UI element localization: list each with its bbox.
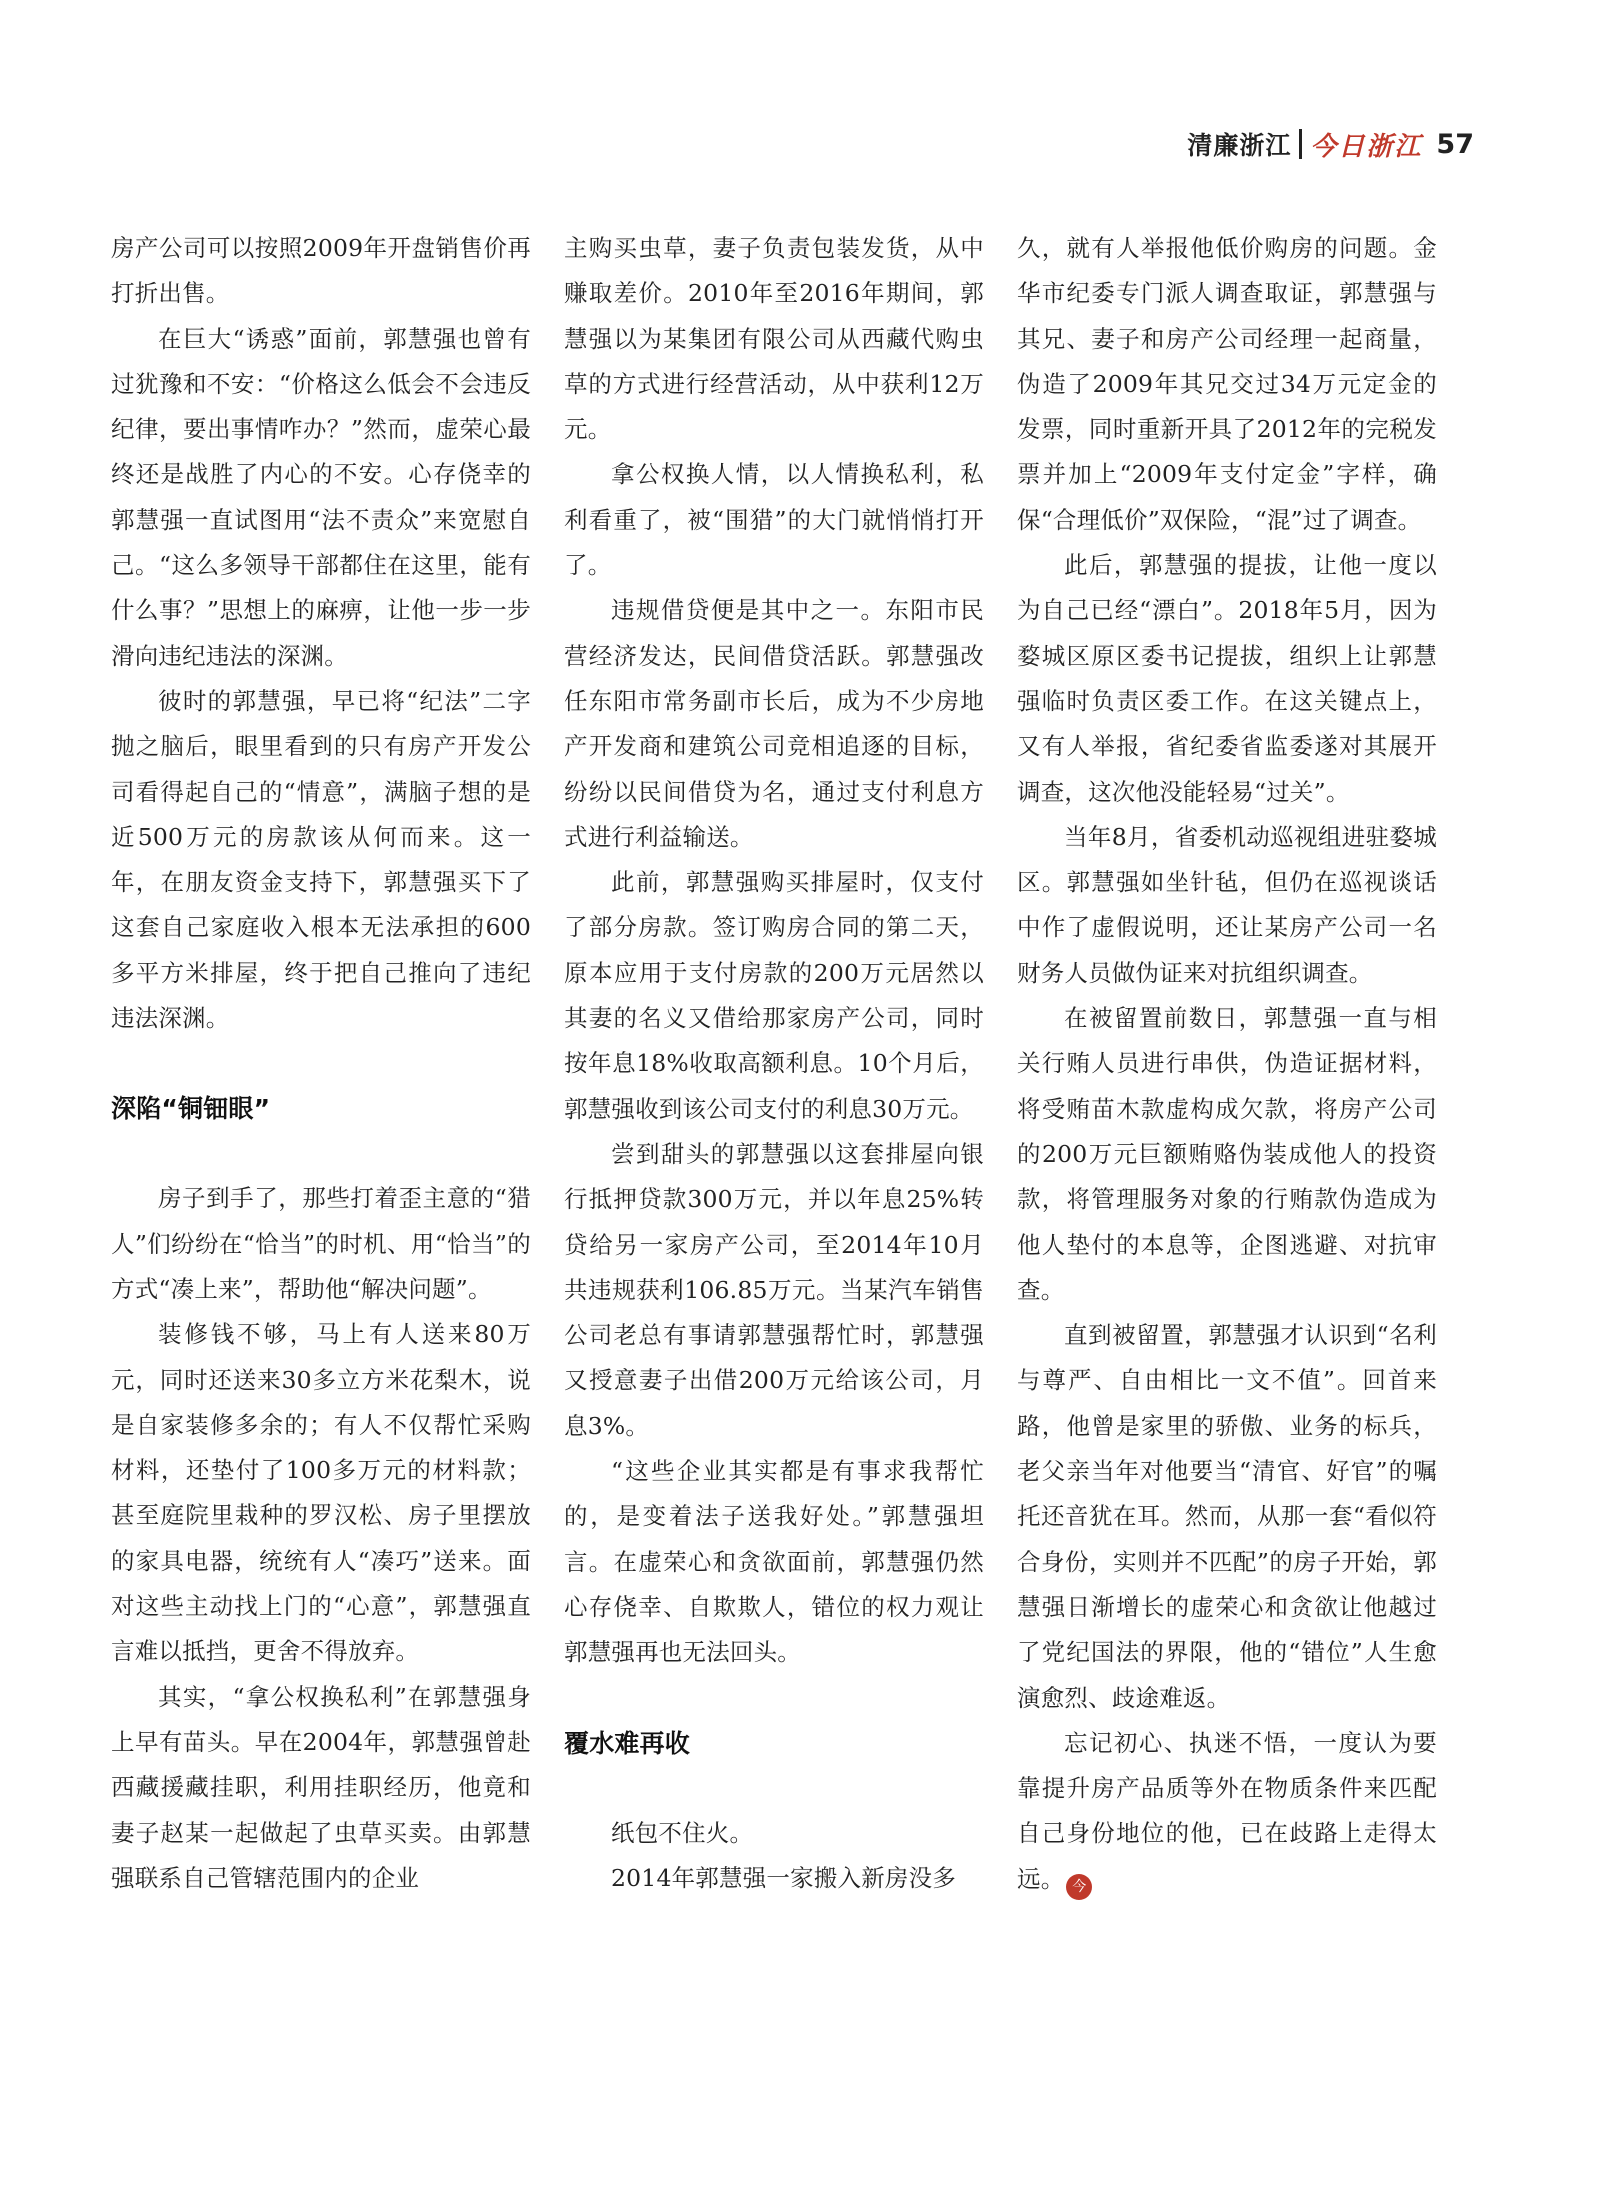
paragraph-text: 忘记初心、执迷不悟，一度认为要靠提升房产品质等外在物质条件来匹配自己身份地位的他，已在歧路上走得太远。 bbox=[1017, 1728, 1437, 1893]
paragraph: 房子到手了，那些打着歪主意的“猎人”们纷纷在“恰当”的时机、用“恰当”的方式“凑上来”，帮助他“解决问题”。 bbox=[111, 1184, 531, 1303]
page-number: 57 bbox=[1436, 128, 1474, 160]
paragraph: 当年8月，省委机动巡视组进驻婺城区。郭慧强如坐针毡，但仍在巡视谈话中作了虚假说明，还让某房产公司一名财务人员做伪证来对抗组织调查。 bbox=[1017, 822, 1437, 987]
section-title: 清廉浙江 bbox=[1187, 131, 1292, 160]
paragraph: 拿公权换人情，以人情换私利，私利看重了，被“围猎”的大门就悄悄打开了。 bbox=[564, 460, 984, 580]
paragraph: 房产公司可以按照2009年开盘销售价再打折出售。 bbox=[111, 234, 531, 308]
end-mark-icon: 今 bbox=[1066, 1874, 1092, 1900]
text-column-1 bbox=[111, 226, 531, 1901]
header-divider bbox=[1299, 129, 1302, 159]
section-gap bbox=[111, 1041, 531, 1086]
paragraph: 装修钱不够，马上有人送来80万元，同时还送来30多立方米花梨木，说是自家装修多余的；有人不仅帮忙采购材料，还垫付了100多万元的材料款；甚至庭院里栽种的罗汉松、房子里摆放的家具电器，统统有人“凑巧”送来。面对这些主动找上门的“心意”，郭慧强直言难以抵挡，更舍不得放弃。 bbox=[111, 1320, 531, 1666]
page-header bbox=[1187, 124, 1474, 164]
paragraph: 尝到甜头的郭慧强以这套排屋向银行抵押贷款300万元，并以年息25%转贷给另一家房产公司，至2014年10月共违规获利106.85万元。当某汽车销售公司老总有事请郭慧强帮忙时，郭慧强又授意妻子出借200万元给该公司，月息3%。 bbox=[564, 1139, 984, 1440]
section-heading: 覆水难再收 bbox=[564, 1728, 691, 1758]
paragraph: 违规借贷便是其中之一。东阳市民营经济发达，民间借贷活跃。郭慧强改任东阳市常务副市长后，成为不少房地产开发商和建筑公司竞相追逐的目标，纷纷以民间借贷为名，通过支付利息方式进行利益输送。 bbox=[564, 596, 984, 851]
paragraph: 此前，郭慧强购买排屋时，仅支付了部分房款。签订购房合同的第二天，原本应用于支付房款的200万元居然以其妻的名义又借给那家房产公司，同时按年息18%收取高额利息。10个月后，郭慧强收到该公司支付的利息30万元。 bbox=[564, 868, 984, 1123]
magazine-logo: 今日浙江 bbox=[1310, 131, 1423, 162]
paragraph: 其实，“拿公权换私利”在郭慧强身上早有苗头。早在2004年，郭慧强曾赴西藏援藏挂职，利用挂职经历，他竟和妻子赵某一起做起了虫草买卖。由郭慧强联系自己管辖范围内的企业 bbox=[111, 1682, 531, 1892]
paragraph: 在被留置前数日，郭慧强一直与相关行贿人员进行串供，伪造证据材料，将受贿苗木款虚构成欠款，将房产公司的200万元巨额贿赂伪装成他人的投资款，将管理服务对象的行贿款伪造成为他人垫付的本息等，企图逃避、对抗审查。 bbox=[1017, 1004, 1437, 1304]
paragraph: 纸包不住火。 bbox=[611, 1818, 754, 1847]
paragraph: “这些企业其实都是有事求我帮忙的，是变着法子送我好处。”郭慧强坦言。在虚荣心和贪欲面前，郭慧强仍然心存侥幸、自欺欺人，错位的权力观让郭慧强再也无法回头。 bbox=[564, 1457, 984, 1667]
section-gap bbox=[564, 1676, 984, 1721]
section-gap bbox=[111, 1131, 531, 1176]
text-column-2 bbox=[564, 226, 984, 1901]
closing-paragraph bbox=[1017, 1721, 1437, 1902]
section-heading: 深陷“铜钿眼” bbox=[111, 1094, 271, 1124]
paragraph: 此后，郭慧强的提拔，让他一度以为自己已经“漂白”。2018年5月，因为婺城区原区委书记提拔，组织上让郭慧强临时负责区委工作。在这关键点上，又有人举报，省纪委省监委遂对其展开调查，这次他没能轻易“过关”。 bbox=[1017, 551, 1437, 806]
paragraph: 主购买虫草，妻子负责包装发货，从中赚取差价。2010年至2016年期间，郭慧强以为某集团有限公司从西藏代购虫草的方式进行经营活动，从中获利12万元。 bbox=[564, 234, 984, 444]
paragraph: 直到被留置，郭慧强才认识到“名利与尊严、自由相比一文不值”。回首来路，他曾是家里的骄傲、业务的标兵，老父亲当年对他要当“清官、好官”的嘱托还音犹在耳。然而，从那一套“看似符合身份，实则并不匹配”的房子开始，郭慧强日渐增长的虚荣心和贪欲让他越过了党纪国法的界限，他的“错位”人生愈演愈烈、歧途难返。 bbox=[1017, 1321, 1437, 1712]
section-gap bbox=[564, 1766, 984, 1811]
paragraph: 2014年郭慧强一家搬入新房没多 bbox=[611, 1863, 957, 1892]
paragraph: 彼时的郭慧强，早已将“纪法”二字抛之脑后，眼里看到的只有房产开发公司看得起自己的“情意”，满脑子想的是近500万元的房款该从何而来。这一年，在朋友资金支持下，郭慧强买下了这套自己家庭收入根本无法承担的600多平方米排屋，终于把自己推向了违纪违法深渊。 bbox=[111, 686, 531, 1033]
text-column-3 bbox=[1017, 226, 1437, 1902]
paragraph: 久，就有人举报他低价购房的问题。金华市纪委专门派人调查取证，郭慧强与其兄、妻子和房产公司经理一起商量，伪造了2009年其兄交过34万元定金的发票，同时重新开具了2012年的完税发票并加上“2009年支付定金”字样，确保“合理低价”双保险，“混”过了调查。 bbox=[1017, 234, 1437, 534]
paragraph: 在巨大“诱惑”面前，郭慧强也曾有过犹豫和不安：“价格这么低会不会违反纪律，要出事情咋办？”然而，虚荣心最终还是战胜了内心的不安。心存侥幸的郭慧强一直试图用“法不责众”来宽慰自己。“这么多领导干部都住在这里，能有什么事？”思想上的麻痹，让他一步一步滑向违纪违法的深渊。 bbox=[111, 324, 531, 670]
